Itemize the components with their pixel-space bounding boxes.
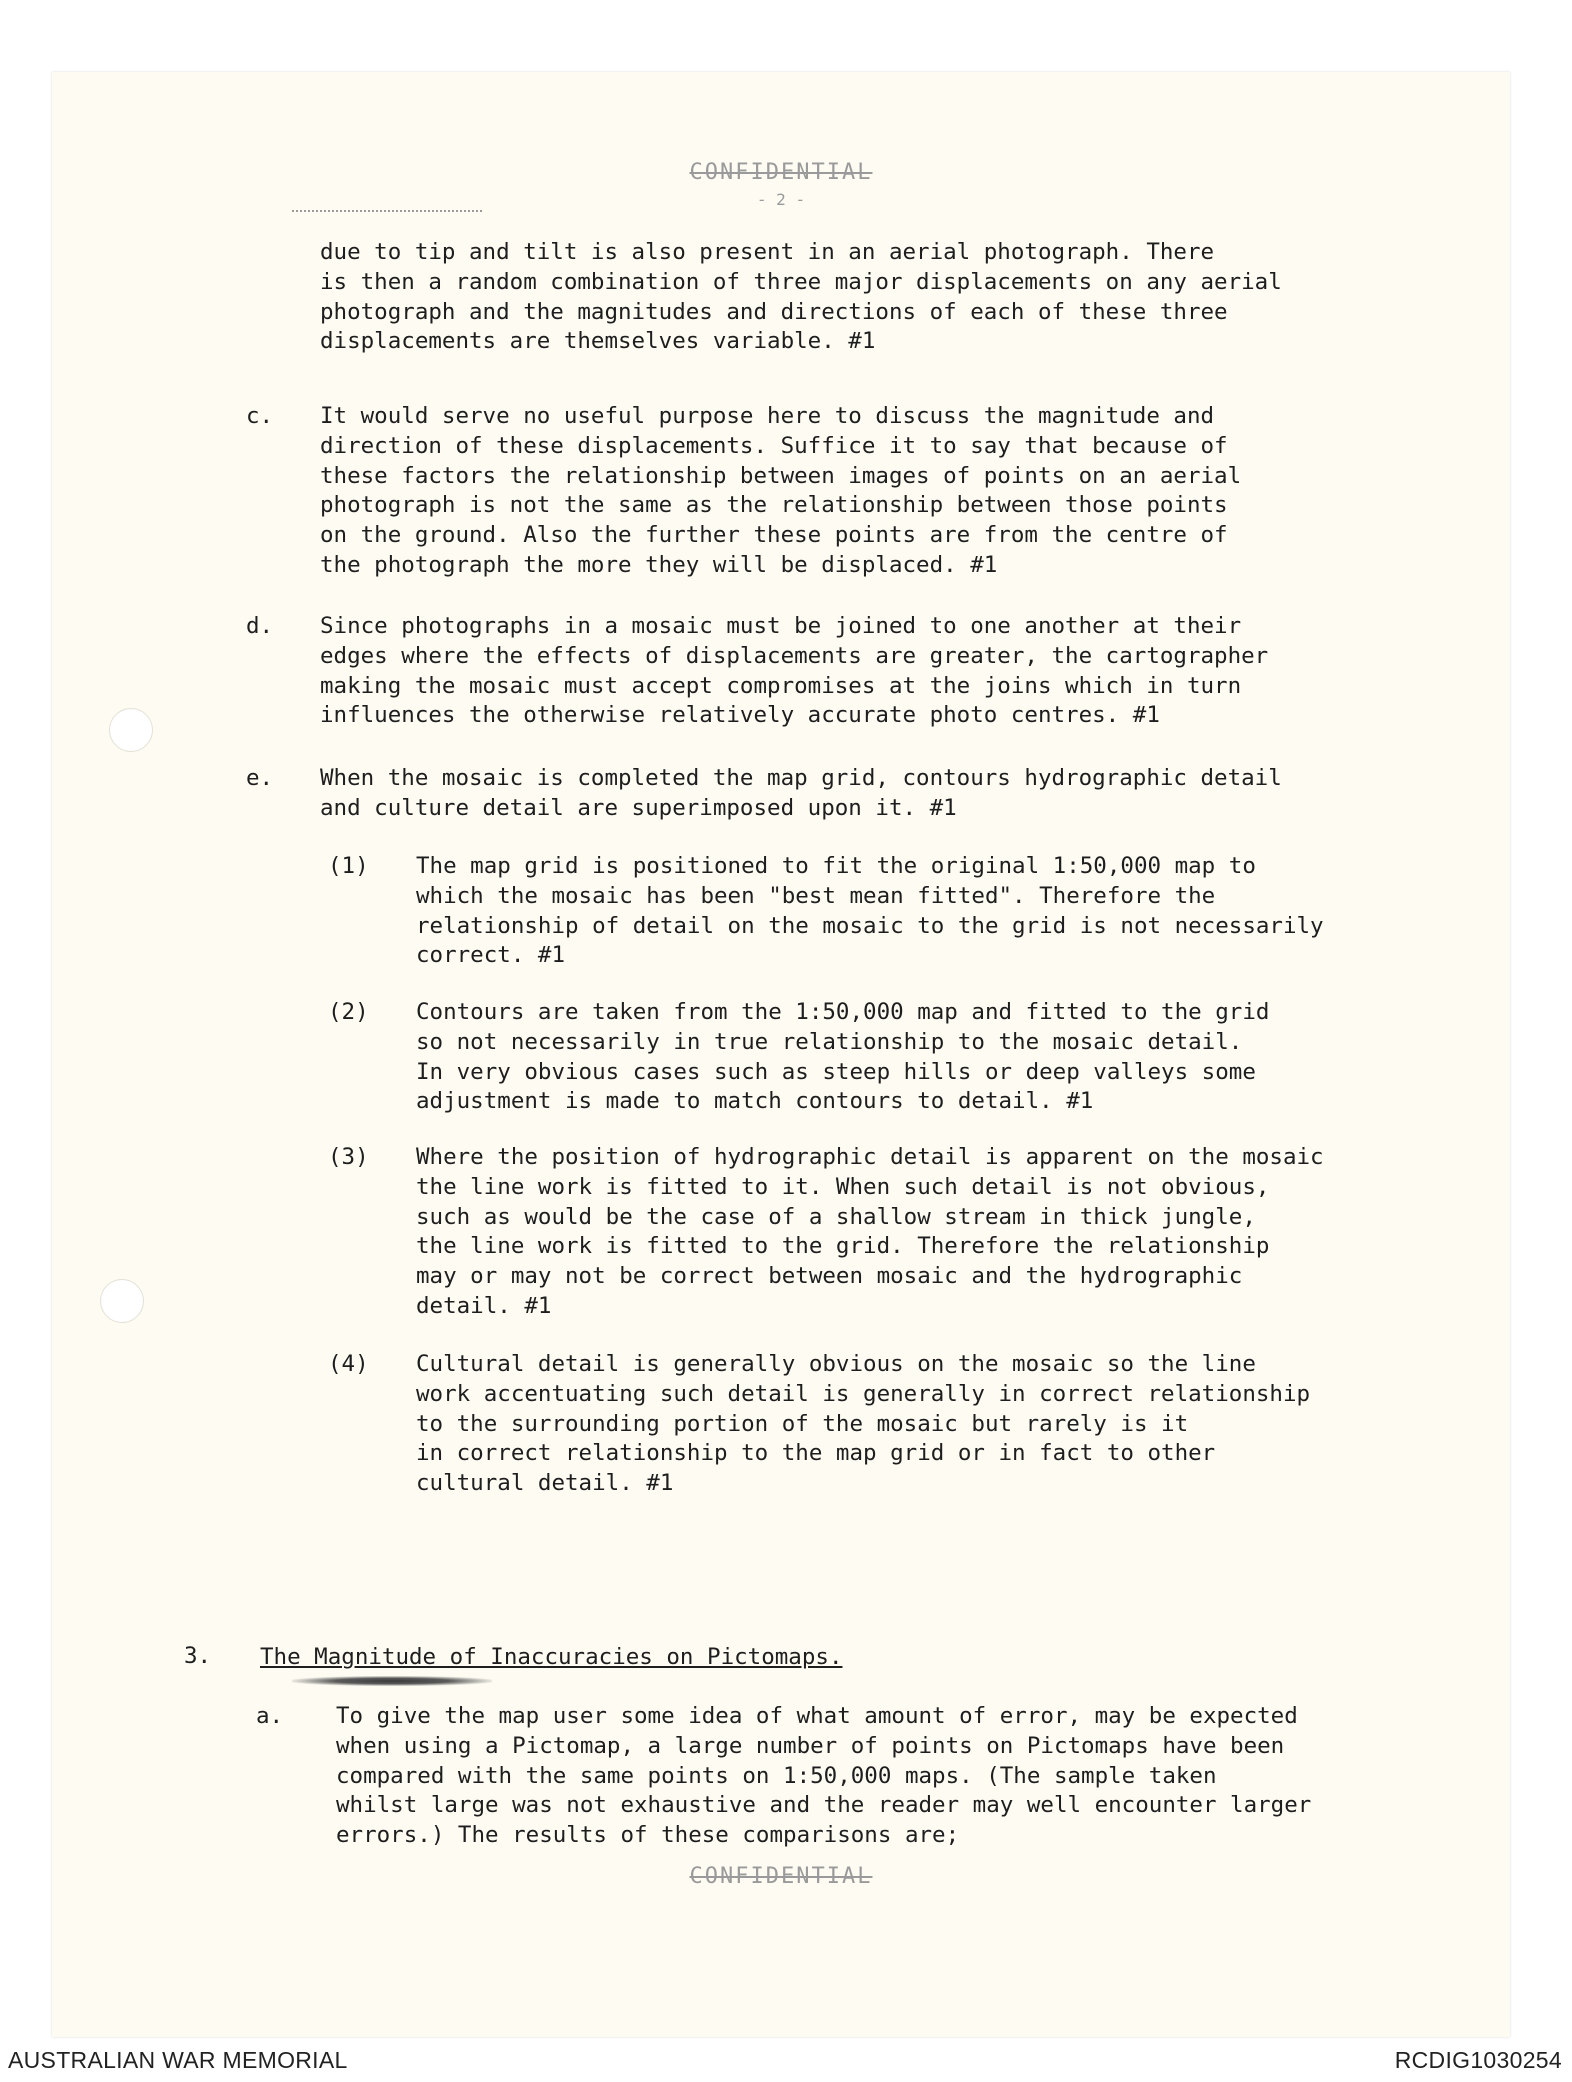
paragraph-e: When the mosaic is completed the map grid, contours hydrographic detail and culture detail are superimposed upon it. #1 bbox=[320, 765, 1282, 821]
paragraph-marker-d: d. bbox=[246, 613, 274, 639]
subparagraph-1: The map grid is positioned to fit the original 1:50,000 map to which the mosaic has been "best mean fitted". Therefore the relationship of detail on the mosaic to the grid is not necessarily correct. #1 bbox=[416, 853, 1324, 969]
subparagraph-3: Where the position of hydrographic detail is apparent on the mosaic the line work is fitted to it. When such detail is not obvious, such as would be the case of a shallow stream in thick jungle, the line work is fitted to the grid. Therefore the relationship may or may not be correct between mosaic and the hydrographic detail. #1 bbox=[416, 1144, 1324, 1319]
footer-classification-mark: CONFIDENTIAL bbox=[689, 1864, 873, 1889]
subparagraph-marker-2: (2) bbox=[328, 999, 369, 1025]
subparagraph-4: Cultural detail is generally obvious on the mosaic so the line work accentuating such detail is generally in correct relationship to the surrounding portion of the mosaic but rarely is it in correct relationship to the map grid or in fact to other cultural detail. #1 bbox=[416, 1351, 1311, 1497]
paragraph-c: It would serve no useful purpose here to discuss the magnitude and direction of these displacements. Suffice it to say that because of these factors the relationship between images of points on an aerial photograph is not the same as the relationship between those points on the ground. Also the further these points are from the centre of the photograph the more they will be displaced. #1 bbox=[320, 403, 1242, 578]
subparagraph-marker-1: (1) bbox=[328, 853, 369, 879]
ink-smudge bbox=[292, 1676, 492, 1686]
punch-hole-bottom bbox=[100, 1279, 144, 1323]
subparagraph-marker-4: (4) bbox=[328, 1351, 369, 1377]
section-heading: The Magnitude of Inaccuracies on Pictomaps. bbox=[260, 1644, 843, 1670]
paragraph-d: Since photographs in a mosaic must be joined to one another at their edges where the effects of displacements are greater, the cartographer making the mosaic must accept compromises at the joins which in turn influences the otherwise relatively accurate photo centres. #1 bbox=[320, 613, 1269, 729]
paragraph-marker-e: e. bbox=[246, 765, 274, 791]
archive-institution: AUSTRALIAN WAR MEMORIAL bbox=[8, 2047, 348, 2073]
paragraph-marker-c: c. bbox=[246, 403, 274, 429]
punch-hole-top bbox=[109, 708, 153, 752]
paper-sheet bbox=[52, 72, 1510, 2037]
subparagraph-marker-3: (3) bbox=[328, 1144, 369, 1170]
section-number: 3. bbox=[184, 1643, 212, 1669]
stray-pencil-mark bbox=[292, 210, 482, 212]
header-classification-mark: CONFIDENTIAL bbox=[689, 160, 873, 185]
archive-reference: RCDIG1030254 bbox=[1394, 2047, 1562, 2073]
section-paragraph-a: To give the map user some idea of what amount of error, may be expected when using a Pictomap, a large number of points on Pictomaps have been compared with the same points on 1:50,000 maps. (The sample taken whilst large was not exhaustive and the reader may well encounter larger errors.) The results of these comparisons are; bbox=[336, 1703, 1312, 1849]
page-number-marker: - 2 - bbox=[756, 190, 806, 209]
intro-paragraph: due to tip and tilt is also present in an aerial photograph. There is then a random combination of three major displacements on any aerial photograph and the magnitudes and directions of each of these three displacements are themselves variable. #1 bbox=[320, 239, 1282, 355]
section-paragraph-marker-a: a. bbox=[256, 1703, 284, 1729]
subparagraph-2: Contours are taken from the 1:50,000 map and fitted to the grid so not necessarily in true relationship to the mosaic detail. In very obvious cases such as steep hills or deep valleys some adjustment is made to match contours to detail. #1 bbox=[416, 999, 1270, 1115]
